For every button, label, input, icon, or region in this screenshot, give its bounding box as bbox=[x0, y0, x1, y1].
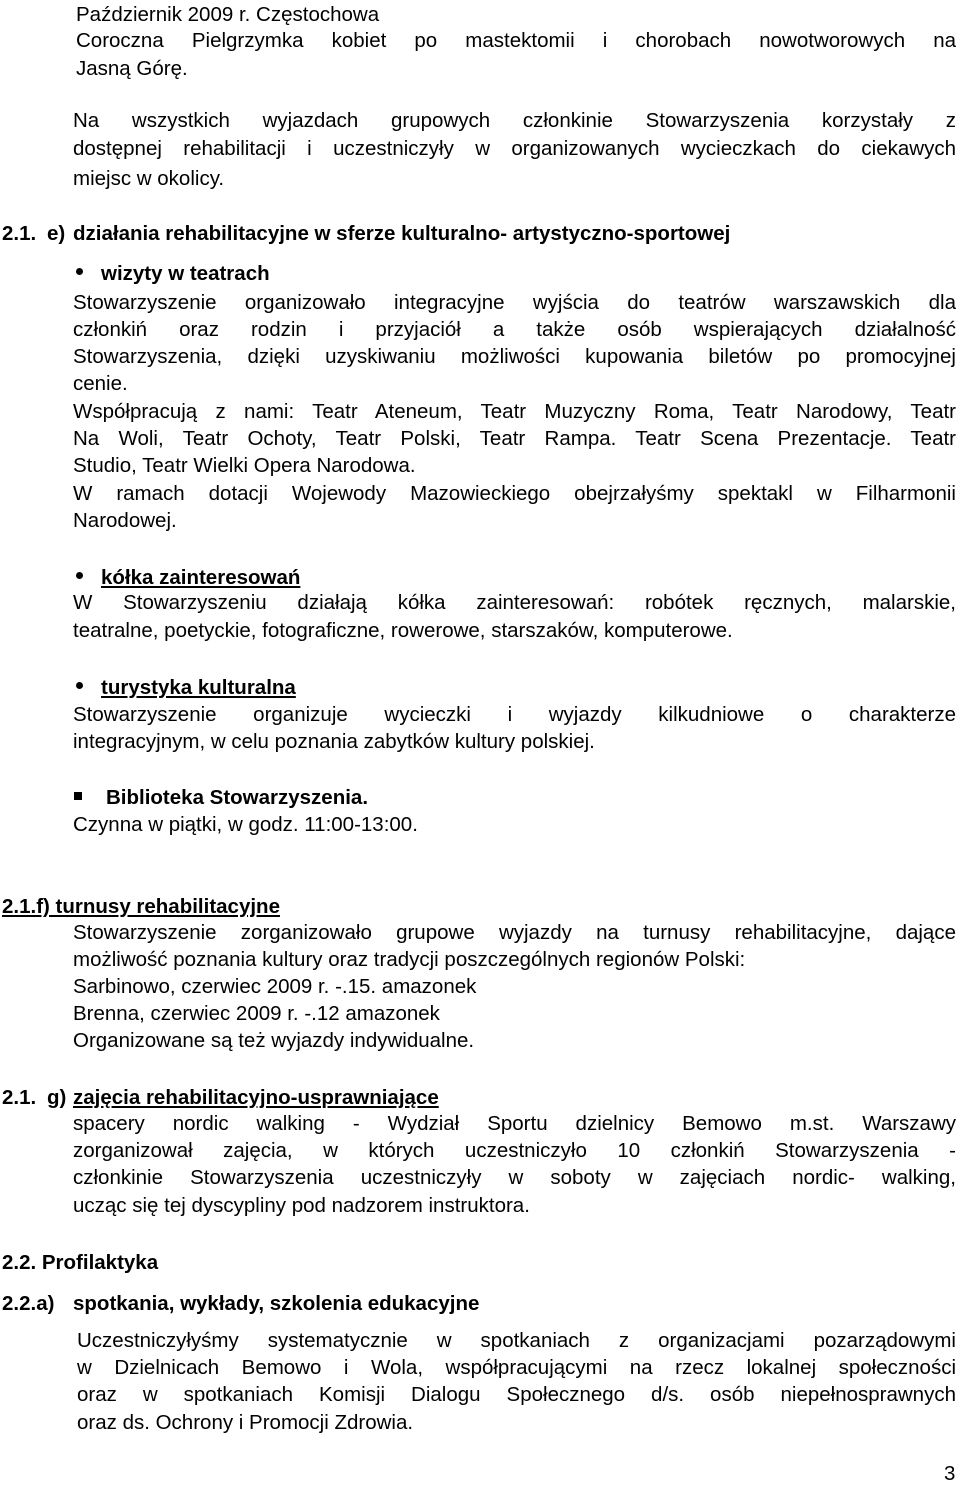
section-22-line-4: oraz ds. Ochrony i Promocji Zdrowia. bbox=[77, 1411, 414, 1434]
page-number: 3 bbox=[944, 1462, 956, 1485]
circles-title: kółka zainteresowań bbox=[101, 566, 301, 589]
theatres-p2-line-1: Współpracują z nami: Teatr Ateneum, Teatr Muzyczny Roma, Teatr Narodowy, Teatr bbox=[73, 400, 956, 423]
library-title: Biblioteka Stowarzyszenia. bbox=[106, 786, 369, 809]
section-g-number: 2.1. bbox=[2, 1086, 37, 1109]
section-f-line-3: Sarbinowo, czerwiec 2009 r. -.15. amazonek bbox=[73, 975, 477, 998]
section-e-title: działania rehabilitacyjne w sferze kulturalno- artystyczno-sportowej bbox=[73, 222, 731, 245]
section-f-line-2: możliwość poznania kultury oraz tradycji poszczególnych regionów Polski: bbox=[73, 948, 746, 971]
theatres-p3-line-2: Narodowej. bbox=[73, 509, 177, 532]
theatres-title: wizyty w teatrach bbox=[101, 262, 270, 285]
summary-line-3: miejsc w okolicy. bbox=[73, 167, 225, 190]
section-e-letter: e) bbox=[47, 222, 66, 245]
intro-line-1: Październik 2009 r. Częstochowa bbox=[76, 3, 380, 26]
square-bullet-library bbox=[74, 792, 82, 800]
circles-line-1: W Stowarzyszeniu działają kółka zainteresowań: robótek ręcznych, malarskie, bbox=[73, 591, 956, 614]
tourism-line-2: integracyjnym, w celu poznania zabytków kultury polskiej. bbox=[73, 730, 595, 753]
section-g-line-4: ucząc się tej dyscypliny pod nadzorem instruktora. bbox=[73, 1194, 530, 1217]
theatres-p1-line-1: Stowarzyszenie organizowało integracyjne wyjścia do teatrów warszawskich dla bbox=[73, 291, 956, 314]
bullet-circles bbox=[76, 572, 83, 579]
theatres-p2-line-2: Na Woli, Teatr Ochoty, Teatr Polski, Teatr Rampa. Teatr Scena Prezentacje. Teatr bbox=[73, 427, 956, 450]
section-f-line-4: Brenna, czerwiec 2009 r. -.12 amazonek bbox=[73, 1002, 440, 1025]
section-g-line-2: zorganizował zajęcia, w których uczestniczyło 10 członkiń Stowarzyszenia - bbox=[73, 1139, 956, 1162]
section-g-line-3: członkinie Stowarzyszenia uczestniczyły w soboty w zajęciach nordic- walking, bbox=[73, 1166, 956, 1189]
tourism-line-1: Stowarzyszenie organizuje wycieczki i wyjazdy kilkudniowe o charakterze bbox=[73, 703, 956, 726]
section-f-line-5: Organizowane są też wyjazdy indywidualne. bbox=[73, 1029, 475, 1052]
section-22a-title: spotkania, wykłady, szkolenia edukacyjne bbox=[73, 1292, 480, 1315]
section-22-line-1: Uczestniczyłyśmy systematycznie w spotkaniach z organizacjami pozarządowymi bbox=[77, 1329, 956, 1352]
section-22-heading: 2.2. Profilaktyka bbox=[2, 1251, 159, 1274]
summary-line-1: Na wszystkich wyjazdach grupowych członkinie Stowarzyszenia korzystały z bbox=[73, 109, 956, 132]
section-g-letter: g) bbox=[47, 1086, 67, 1109]
theatres-p3-line-1: W ramach dotacji Wojewody Mazowieckiego obejrzałyśmy spektakl w Filharmonii bbox=[73, 482, 956, 505]
section-g-line-1: spacery nordic walking - Wydział Sportu dzielnicy Bemowo m.st. Warszawy bbox=[73, 1112, 956, 1135]
section-e-number: 2.1. bbox=[2, 222, 37, 245]
bullet-tourism bbox=[76, 682, 83, 689]
section-22-line-3: oraz w spotkaniach Komisji Dialogu Społecznego d/s. osób niepełnosprawnych bbox=[77, 1383, 956, 1406]
section-f-line-1: Stowarzyszenie zorganizowało grupowe wyjazdy na turnusy rehabilitacyjne, dające bbox=[73, 921, 956, 944]
theatres-p1-line-3: Stowarzyszenia, dzięki uzyskiwaniu możliwości kupowania biletów po promocyjnej bbox=[73, 345, 956, 368]
bullet-theatres bbox=[76, 268, 83, 275]
library-line: Czynna w piątki, w godz. 11:00-13:00. bbox=[73, 813, 418, 836]
circles-line-2: teatralne, poetyckie, fotograficzne, rowerowe, starszaków, komputerowe. bbox=[73, 619, 733, 642]
section-f-heading: 2.1.f) turnusy rehabilitacyjne bbox=[2, 895, 280, 918]
intro-line-2: Coroczna Pielgrzymka kobiet po mastektomii i chorobach nowotworowych na bbox=[76, 29, 956, 52]
theatres-p1-line-4: cenie. bbox=[73, 372, 128, 395]
section-g-title: zajęcia rehabilitacyjno-usprawniające bbox=[73, 1086, 439, 1109]
theatres-p2-line-3: Studio, Teatr Wielki Opera Narodowa. bbox=[73, 454, 416, 477]
tourism-title: turystyka kulturalna bbox=[101, 676, 296, 699]
theatres-p1-line-2: członkiń oraz rodzin i przyjaciół a także osób wspierających działalność bbox=[73, 318, 956, 341]
section-22-line-2: w Dzielnicach Bemowo i Wola, współpracującymi na rzecz lokalnej społeczności bbox=[77, 1356, 956, 1379]
section-22a-number: 2.2.a) bbox=[2, 1292, 55, 1315]
summary-line-2: dostępnej rehabilitacji i uczestniczyły w organizowanych wycieczkach do ciekawych bbox=[73, 137, 956, 160]
intro-line-3: Jasną Górę. bbox=[76, 57, 188, 80]
